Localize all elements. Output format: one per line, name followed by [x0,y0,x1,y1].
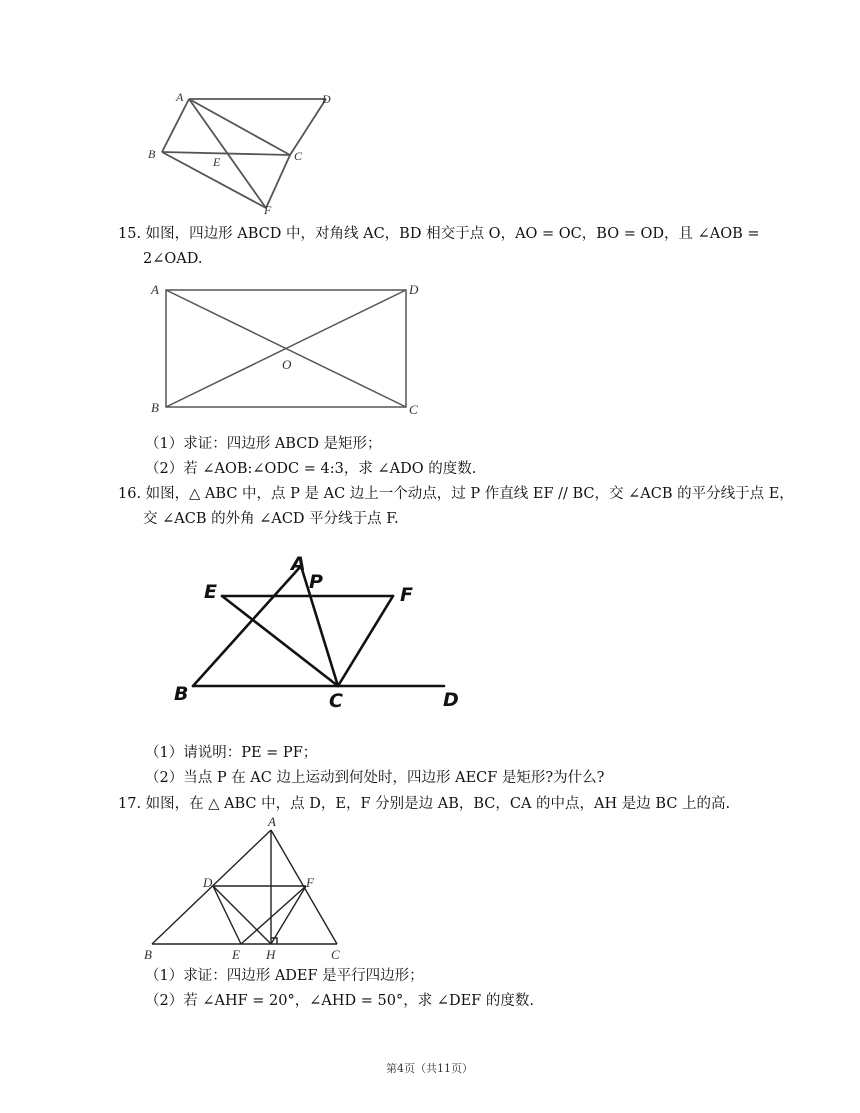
fig14-label-e: E [213,155,221,169]
q16-part2: （2）当点 P 在 AC 边上运动到何处时，四边形 AECF 是矩形?为什么? [145,770,605,786]
q15-part1: （1）求证：四边形 ABCD 是矩形； [145,436,382,452]
fig16-label-p: P [309,571,323,593]
q16-part1: （1）请说明：PE = PF； [145,745,318,761]
fig16-label-f: F [400,584,413,606]
q16-stem-line1: 16. 如图，△ ABC 中，点 P 是 AC 边上一个动点，过 P 作直线 EF // BC，交 ∠ACB 的平分线于点 E， [118,486,794,502]
page-footer: 第4页（共11页） [386,1062,473,1075]
fig15-label-c: C [409,402,418,417]
fig17-segment-de [213,886,241,944]
q17-part1: （1）求证：四边形 ADEF 是平行四边形； [145,968,424,984]
fig17-label-c: C [331,947,340,962]
fig17-label-d: D [203,875,213,890]
fig14-label-d: D [322,92,331,106]
fig16-label-a: A [291,553,306,575]
fig15-label-o: O [282,357,292,372]
fig14-label-a: A [176,90,184,104]
q15-stem-line2: 2∠OAD. [143,251,203,267]
fig17-label-a: A [268,814,276,829]
fig16-label-c: C [329,690,343,712]
fig17-label-b: B [144,947,152,962]
fig14-label-f: F [264,203,272,217]
q15-part2: （2）若 ∠AOB:∠ODC = 4:3，求 ∠ADO 的度数. [145,461,477,477]
q17-part2: （2）若 ∠AHF = 20°，∠AHD = 50°，求 ∠DEF 的度数. [145,993,534,1009]
fig17-segment-ef [241,886,306,944]
fig14-label-c: C [294,149,303,163]
fig15-label-a: A [151,282,159,297]
fig16-label-d: D [443,689,459,711]
fig17-label-f: F [306,875,314,890]
fig15-label-d: D [409,282,419,297]
fig16-label-e: E [204,581,217,603]
fig17-segment-hf [271,886,306,944]
fig17-segment-dh [213,886,271,944]
q17-stem-line1: 17. 如图，在 △ ABC 中，点 D，E，F 分别是边 AB，BC，CA 的中点，AH 是边 BC 上的高. [118,796,731,812]
fig16-label-b: B [174,683,189,705]
fig14-label-b: B [148,147,156,161]
fig17-label-e: E [232,947,240,962]
q16-stem-line2: 交 ∠ACB 的外角 ∠ACD 平分线于点 F. [143,511,399,527]
fig17-label-h: H [266,947,276,962]
fig15-label-b: B [151,400,159,415]
q15-stem-line1: 15. 如图，四边形 ABCD 中，对角线 AC，BD 相交于点 O，AO = OC，BO = OD，且 ∠AOB = [118,226,760,242]
